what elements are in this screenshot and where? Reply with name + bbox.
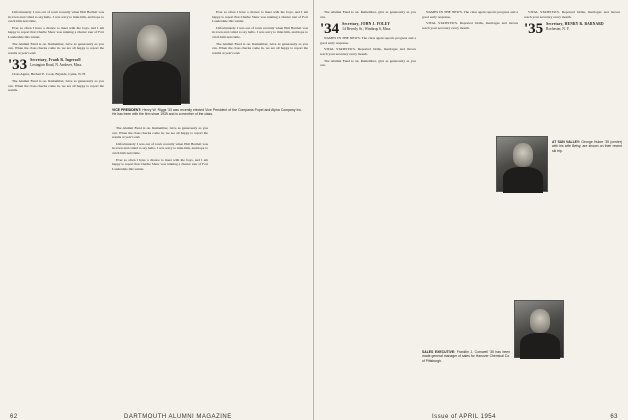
portrait-head: [137, 25, 167, 61]
caption-text: George Huber '35 (center) with his wife Betsy, are shown on their recent ski trip.: [552, 140, 622, 153]
left-column-2: [112, 126, 208, 173]
secretary-line: Secretary, JOHN J. FOLEY: [342, 22, 391, 27]
paragraph: The Alumni Fund is on. Remember, give as generously as you can.: [320, 10, 416, 19]
secretary-line: Secretary, HENRY R. BARNARD: [546, 22, 604, 27]
secretary-address: Rochester, N. Y.: [546, 26, 570, 31]
paragraph: VITAL STATISTICS. Reported births, marriages and moves reach your secretary every month.: [422, 21, 518, 30]
right-page: [314, 0, 628, 420]
left-column-3: [212, 10, 308, 57]
photo-caption: [112, 108, 302, 117]
portrait-body: [503, 167, 543, 193]
paragraph: Unfortunately I was out of town recently when Phil Bartlett was in town and called to say hello. I was sorry to miss him, and hope to catch him next time.: [112, 141, 208, 155]
secretary-address: Lexington Road, N. Andover, Mass.: [30, 62, 83, 67]
secretary-line: Secretary, Frank R. Ingersoll: [30, 58, 81, 63]
footer-title: Issue of APRIL 1954: [432, 414, 496, 420]
portrait-photo-ski: [496, 136, 548, 192]
paragraph: The Alumni Fund is on. Remember, give as generously as you can.: [320, 58, 416, 68]
paragraph: The Alumni Fund is on. Remember, Give as generously as you can. When the class checks come in, we are all happy to report the results at year's end.: [112, 126, 208, 140]
paragraph: VITAL STATISTICS. Reported births, marriages and moves reach your secretary every month.: [320, 47, 416, 56]
portrait-photo: [112, 12, 190, 104]
paragraph: NAMES IN THE NEWS. The class agent reports progress and a good early response.: [422, 10, 518, 19]
caption-text: Henry W. Riggs '33 was recently elected Vice President of the Compania Popel and Alpha Company Inc. He has been with the firm since 1939 and is a member of the class.: [112, 108, 302, 117]
paragraph: Ever so often I have a chance to meet with the boys, and I am happy to report that Charlie Shaw was running a charter tour of Fort Lauderdale this winter.: [8, 25, 104, 39]
portrait-head: [530, 309, 550, 333]
right-column-3: [524, 10, 620, 36]
class-year: '33: [8, 57, 28, 74]
paragraph: Unfortunately I was out of town recently when Phil Bartlett was in town and called to say hello. I was sorry to miss him, and hope to catch him next time.: [8, 10, 104, 24]
paragraph: Ever so often I have a chance to meet with the boys, and I am happy to report that Charlie Shaw was running a charter tour of Fort Lauderdale this winter.: [212, 10, 308, 24]
photo-caption-ski: [552, 140, 622, 153]
secretary-address: 14 Beverly St., Winthrop 6, Mass.: [342, 26, 392, 31]
paragraph: Ever so often I have a chance to meet with the boys, and I am happy to report that Charlie Shaw was running a charter tour of Fort Lauderdale this winter.: [112, 157, 208, 171]
paragraph: The Alumni Fund is on. Remember, Give as generously as you can. When the class checks come in, we are all happy to report the results.: [8, 78, 104, 93]
right-column-2: [422, 10, 518, 32]
paragraph: Unfortunately I was out of town recently when Phil Bartlett was in town and called to say hello. I was sorry to miss him, and hope to catch him next time.: [212, 25, 308, 39]
caption-label: VICE PRESIDENT:: [112, 108, 142, 112]
paragraph: The Alumni Fund is on. Remember, Give as generously as you can. When the class checks come in, we are all happy to report the results at year's end.: [212, 41, 308, 55]
caption-label: SALES EXECUTIVE:: [422, 350, 456, 354]
left-column-1: [8, 10, 104, 95]
portrait-body: [520, 333, 560, 359]
portrait-body: [123, 61, 181, 105]
class-heading-34: [320, 21, 416, 38]
page-number: 62: [10, 414, 18, 420]
class-heading-35: [524, 21, 620, 38]
footer-title: DARTMOUTH ALUMNI MAGAZINE: [124, 414, 232, 420]
portrait-photo-sales: [514, 300, 564, 358]
paragraph: NAMES IN THE NEWS. The class agent reports progress and a good early response.: [320, 36, 416, 45]
photo-caption-sales: [422, 350, 510, 363]
caption-text: Franklin J. Cornwell '35 has been made general manager of sales for Hanover Chemical Co. of Pittsburgh.: [422, 350, 510, 363]
page-number: 63: [610, 414, 618, 420]
class-year: '34: [320, 21, 340, 38]
right-column-1: [320, 10, 416, 70]
portrait-head: [513, 143, 533, 167]
caption-label: AT SUN VALLEY:: [552, 140, 581, 144]
paragraph: The Alumni Fund is on. Remember, Give as generously as you can. When the class checks come in, we are all happy to report the results at year's end.: [8, 41, 104, 55]
class-year: '35: [524, 21, 544, 38]
paragraph: VITAL STATISTICS. Reported births, marriages and moves reach your secretary every month.: [524, 10, 620, 19]
class-heading-33: [8, 57, 104, 74]
paragraph: Class Agent, Herbert E. Cook, Bayside, Lyme, N. H.: [12, 72, 86, 77]
